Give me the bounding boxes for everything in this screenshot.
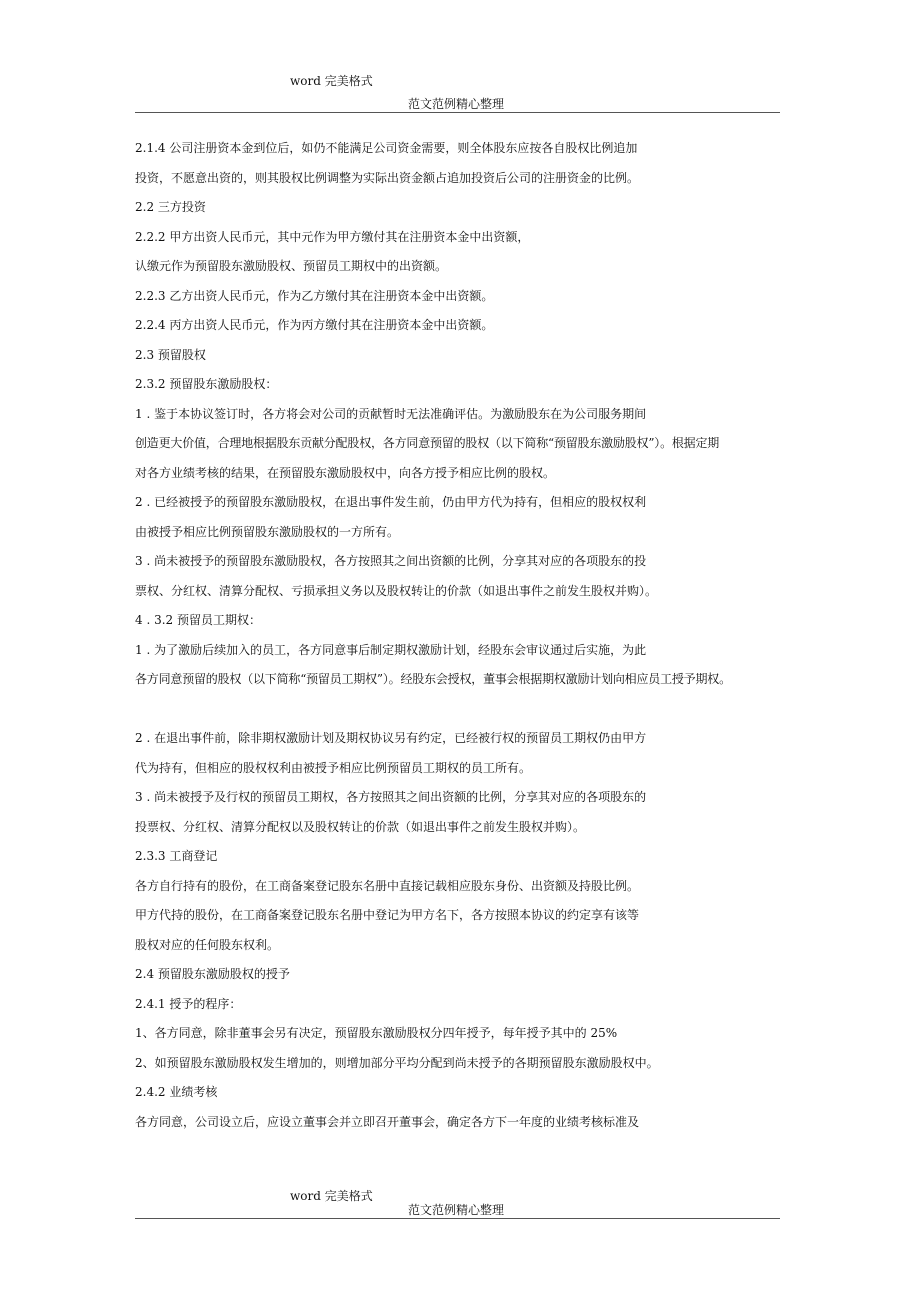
- paragraph-line: 2、如预留股东激励股权发生增加的，则增加部分平均分配到尚未授予的各期预留股东激励股权中。: [135, 1055, 659, 1070]
- paragraph-line: 甲方代持的股份，在工商备案登记股东名册中登记为甲方名下，各方按照本协议的约定享有该等: [135, 908, 640, 922]
- paragraph-line: 由被授予相应比例预留股东激励股权的一方所有。: [135, 524, 400, 539]
- paragraph-line: 1 . 鉴于本协议签订时，各方将会对公司的贡献暂时无法准确评估。为激励股东在为公司服务期间: [135, 406, 647, 421]
- section-heading: 2.4 预留股东激励股权的授予: [135, 967, 290, 981]
- paragraph-line: 各方自行持有的股份，在工商备案登记股东名册中直接记载相应股东身份、出资额及持股比例。: [135, 878, 640, 893]
- paragraph-line: 2.2.4 丙方出资人民币元，作为丙方缴付其在注册资本金中出资额。: [135, 318, 494, 332]
- footer-divider: [135, 1218, 780, 1219]
- paragraph-line: 1、各方同意，除非董事会另有决定，预留股东激励股权分四年授予，每年授予其中的 25%: [135, 1026, 618, 1040]
- paragraph-line: 2 . 已经被授予的预留股东激励股权，在退出事件发生前，仍由甲方代为持有，但相应的股权权利: [135, 495, 647, 509]
- paragraph-line: 2.2.2 甲方出资人民币元，其中元作为甲方缴付其在注册资本金中出资额，: [135, 229, 530, 244]
- document-body: [135, 140, 785, 1143]
- paragraph-line: 各方同意预留的股权（以下简称“预留员工期权”）。经股东会授权，董事会根据期权激励计划向相应员工授予期权。: [135, 672, 731, 686]
- section-heading: 2.3 预留股权: [135, 347, 206, 362]
- paragraph-line: 2.1.4 公司注册资本金到位后，如仍不能满足公司资金需要，则全体股东应按各自股权比例追加: [135, 141, 638, 155]
- section-heading: 2.4.2 业绩考核: [135, 1085, 218, 1099]
- paragraph-line: 2 . 在退出事件前，除非期权激励计划及期权协议另有约定，已经被行权的预留员工期权仍由甲方: [135, 731, 647, 745]
- paragraph-line: 3 . 尚未被授予及行权的预留员工期权，各方按照其之间出资额的比例，分享其对应的各项股东的: [135, 790, 647, 804]
- paragraph-line: 创造更大价值，合理地根据股东贡献分配股权，各方同意预留的股权（以下简称“预留股东激励股权”）。根据定期: [135, 436, 720, 450]
- footer-subtitle: 范文范例精心整理: [408, 1203, 505, 1217]
- paragraph-line: 1 . 为了激励后续加入的员工，各方同意事后制定期权激励计划，经股东会审议通过后实施，为此: [135, 642, 647, 657]
- header-subtitle: 范文范例精心整理: [408, 97, 505, 111]
- paragraph-line: 3 . 尚未被授予的预留股东激励股权，各方按照其之间出资额的比例，分享其对应的各项股东的投: [135, 554, 647, 568]
- paragraph-line: 对各方业绩考核的结果，在预留股东激励股权中，向各方授予相应比例的股权。: [135, 465, 556, 480]
- footer-word-label: word 完美格式: [290, 1189, 373, 1203]
- paragraph-line: 投资，不愿意出资的，则其股权比例调整为实际出资金额占追加投资后公司的注册资金的比例。: [135, 170, 640, 185]
- section-heading: 4 . 3.2 预留员工期权：: [135, 613, 261, 627]
- paragraph-line: 2.2.3 乙方出资人民币元，作为乙方缴付其在注册资本金中出资额。: [135, 288, 494, 303]
- paragraph-line: 股权对应的任何股东权利。: [135, 937, 280, 952]
- paragraph-line: 投票权、分红权、清算分配权以及股权转让的价款（如退出事件之前发生股权并购）。: [135, 819, 586, 834]
- blank-line: [135, 701, 785, 731]
- header-word-label: word 完美格式: [290, 74, 373, 88]
- paragraph-line: 各方同意，公司设立后，应设立董事会并立即召开董事会，确定各方下一年度的业绩考核标准及: [135, 1114, 640, 1129]
- header-divider: [135, 112, 780, 113]
- section-heading: 2.2 三方投资: [135, 200, 206, 214]
- paragraph-line: 代为持有，但相应的股权权利由被授予相应比例预留员工期权的员工所有。: [135, 760, 532, 775]
- section-heading: 2.4.1 授予的程序：: [135, 996, 242, 1011]
- section-heading: 2.3.3 工商登记: [135, 849, 218, 863]
- paragraph-line: 认缴元作为预留股东激励股权、预留员工期权中的出资额。: [135, 259, 448, 273]
- paragraph-line: 票权、分红权、清算分配权、亏损承担义务以及股权转让的价款（如退出事件之前发生股权并购）。: [135, 583, 658, 598]
- section-heading: 2.3.2 预留股东激励股权：: [135, 377, 278, 391]
